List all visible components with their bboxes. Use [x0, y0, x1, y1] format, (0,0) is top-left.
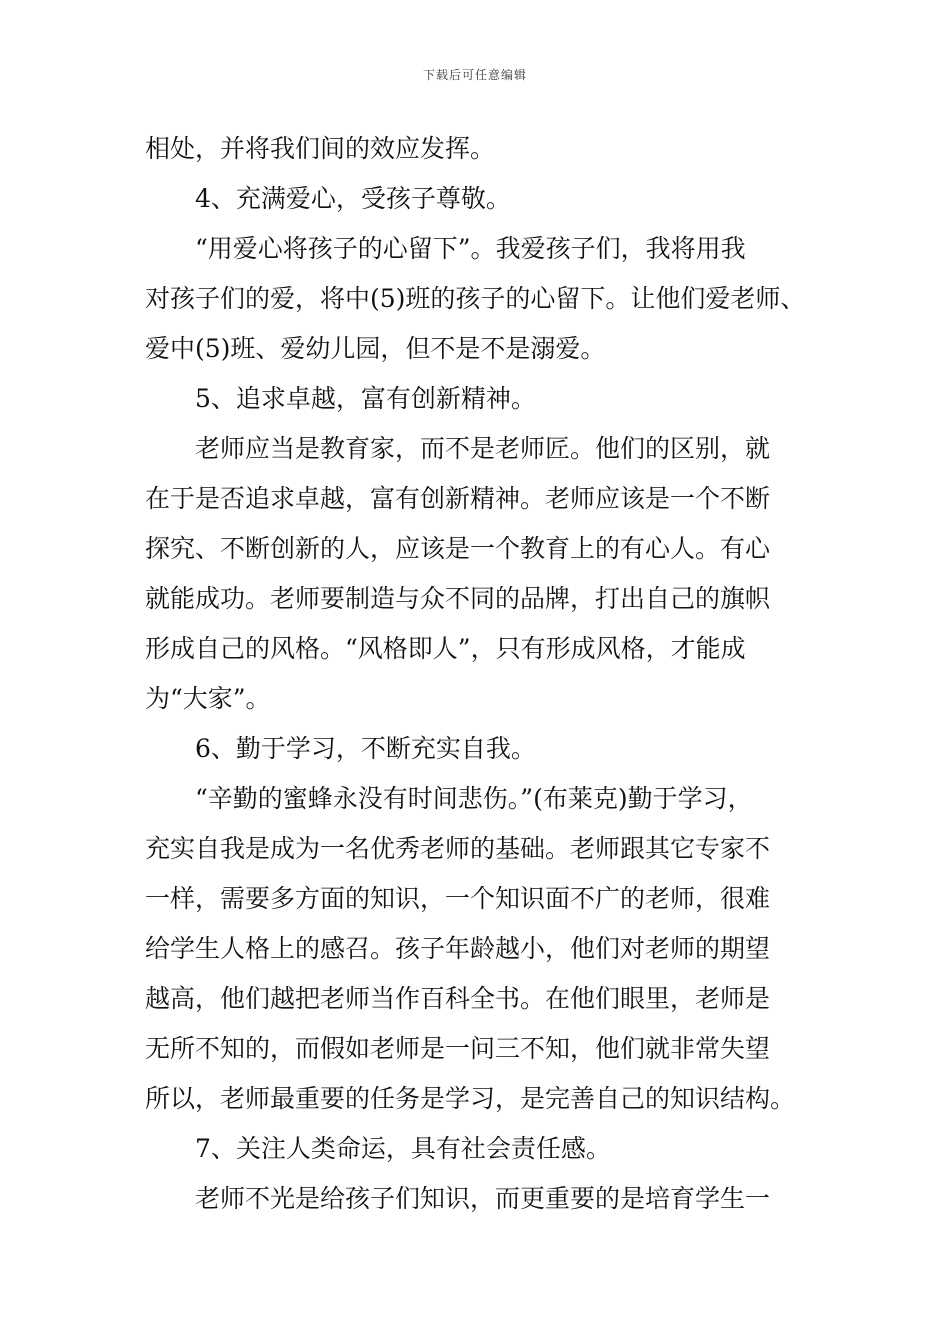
text-line: 老师不光是给孩子们知识，而更重要的是培育学生一	[195, 1184, 771, 1213]
text-line: “辛勤的蜜蜂永没有时间悲伤。”(布莱克)勤于学习，	[195, 784, 753, 813]
text-line: 给学生人格上的感召。孩子年龄越小，他们对老师的期望	[145, 934, 771, 963]
text-line: 就能成功。老师要制造与众不同的品牌，打出自己的旗帜	[145, 584, 771, 613]
document-body	[145, 124, 810, 1224]
text-line: 形成自己的风格。“风格即人”，只有形成风格，才能成	[145, 634, 746, 663]
text-line: 5、追求卓越，富有创新精神。	[195, 384, 536, 413]
text-line: 在于是否追求卓越，富有创新精神。老师应该是一个不断	[145, 484, 771, 513]
text-line: 为“大家”。	[145, 684, 271, 713]
text-line: 探究、不断创新的人，应该是一个教育上的有心人。有心	[145, 534, 771, 563]
text-line: 越高，他们越把老师当作百科全书。在他们眼里，老师是	[145, 984, 771, 1013]
text-line: 无所不知的，而假如老师是一问三不知，他们就非常失望	[145, 1034, 771, 1063]
text-line: 老师应当是教育家，而不是老师匠。他们的区别，就	[195, 434, 771, 463]
text-line: 一样，需要多方面的知识，一个知识面不广的老师，很难	[145, 884, 771, 913]
text-line: 相处，并将我们间的效应发挥。	[145, 134, 496, 163]
text-line: 对孩子们的爱，将中(5)班的孩子的心留下。让他们爱老师、	[145, 284, 806, 313]
page-header-note: 下载后可任意编辑	[422, 68, 527, 82]
text-line: 6、勤于学习，不断充实自我。	[195, 734, 536, 763]
text-line: 充实自我是成为一名优秀老师的基础。老师跟其它专家不	[145, 834, 771, 863]
text-line: 所以，老师最重要的任务是学习，是完善自己的知识结构。	[145, 1084, 796, 1113]
text-line: “用爱心将孩子的心留下”。我爱孩子们，我将用我	[195, 234, 746, 263]
text-line: 爱中(5)班、爱幼儿园，但不是不是溺爱。	[145, 334, 606, 363]
text-line: 7、关注人类命运，具有社会责任感。	[195, 1134, 611, 1163]
text-line: 4、充满爱心，受孩子尊敬。	[195, 184, 511, 213]
